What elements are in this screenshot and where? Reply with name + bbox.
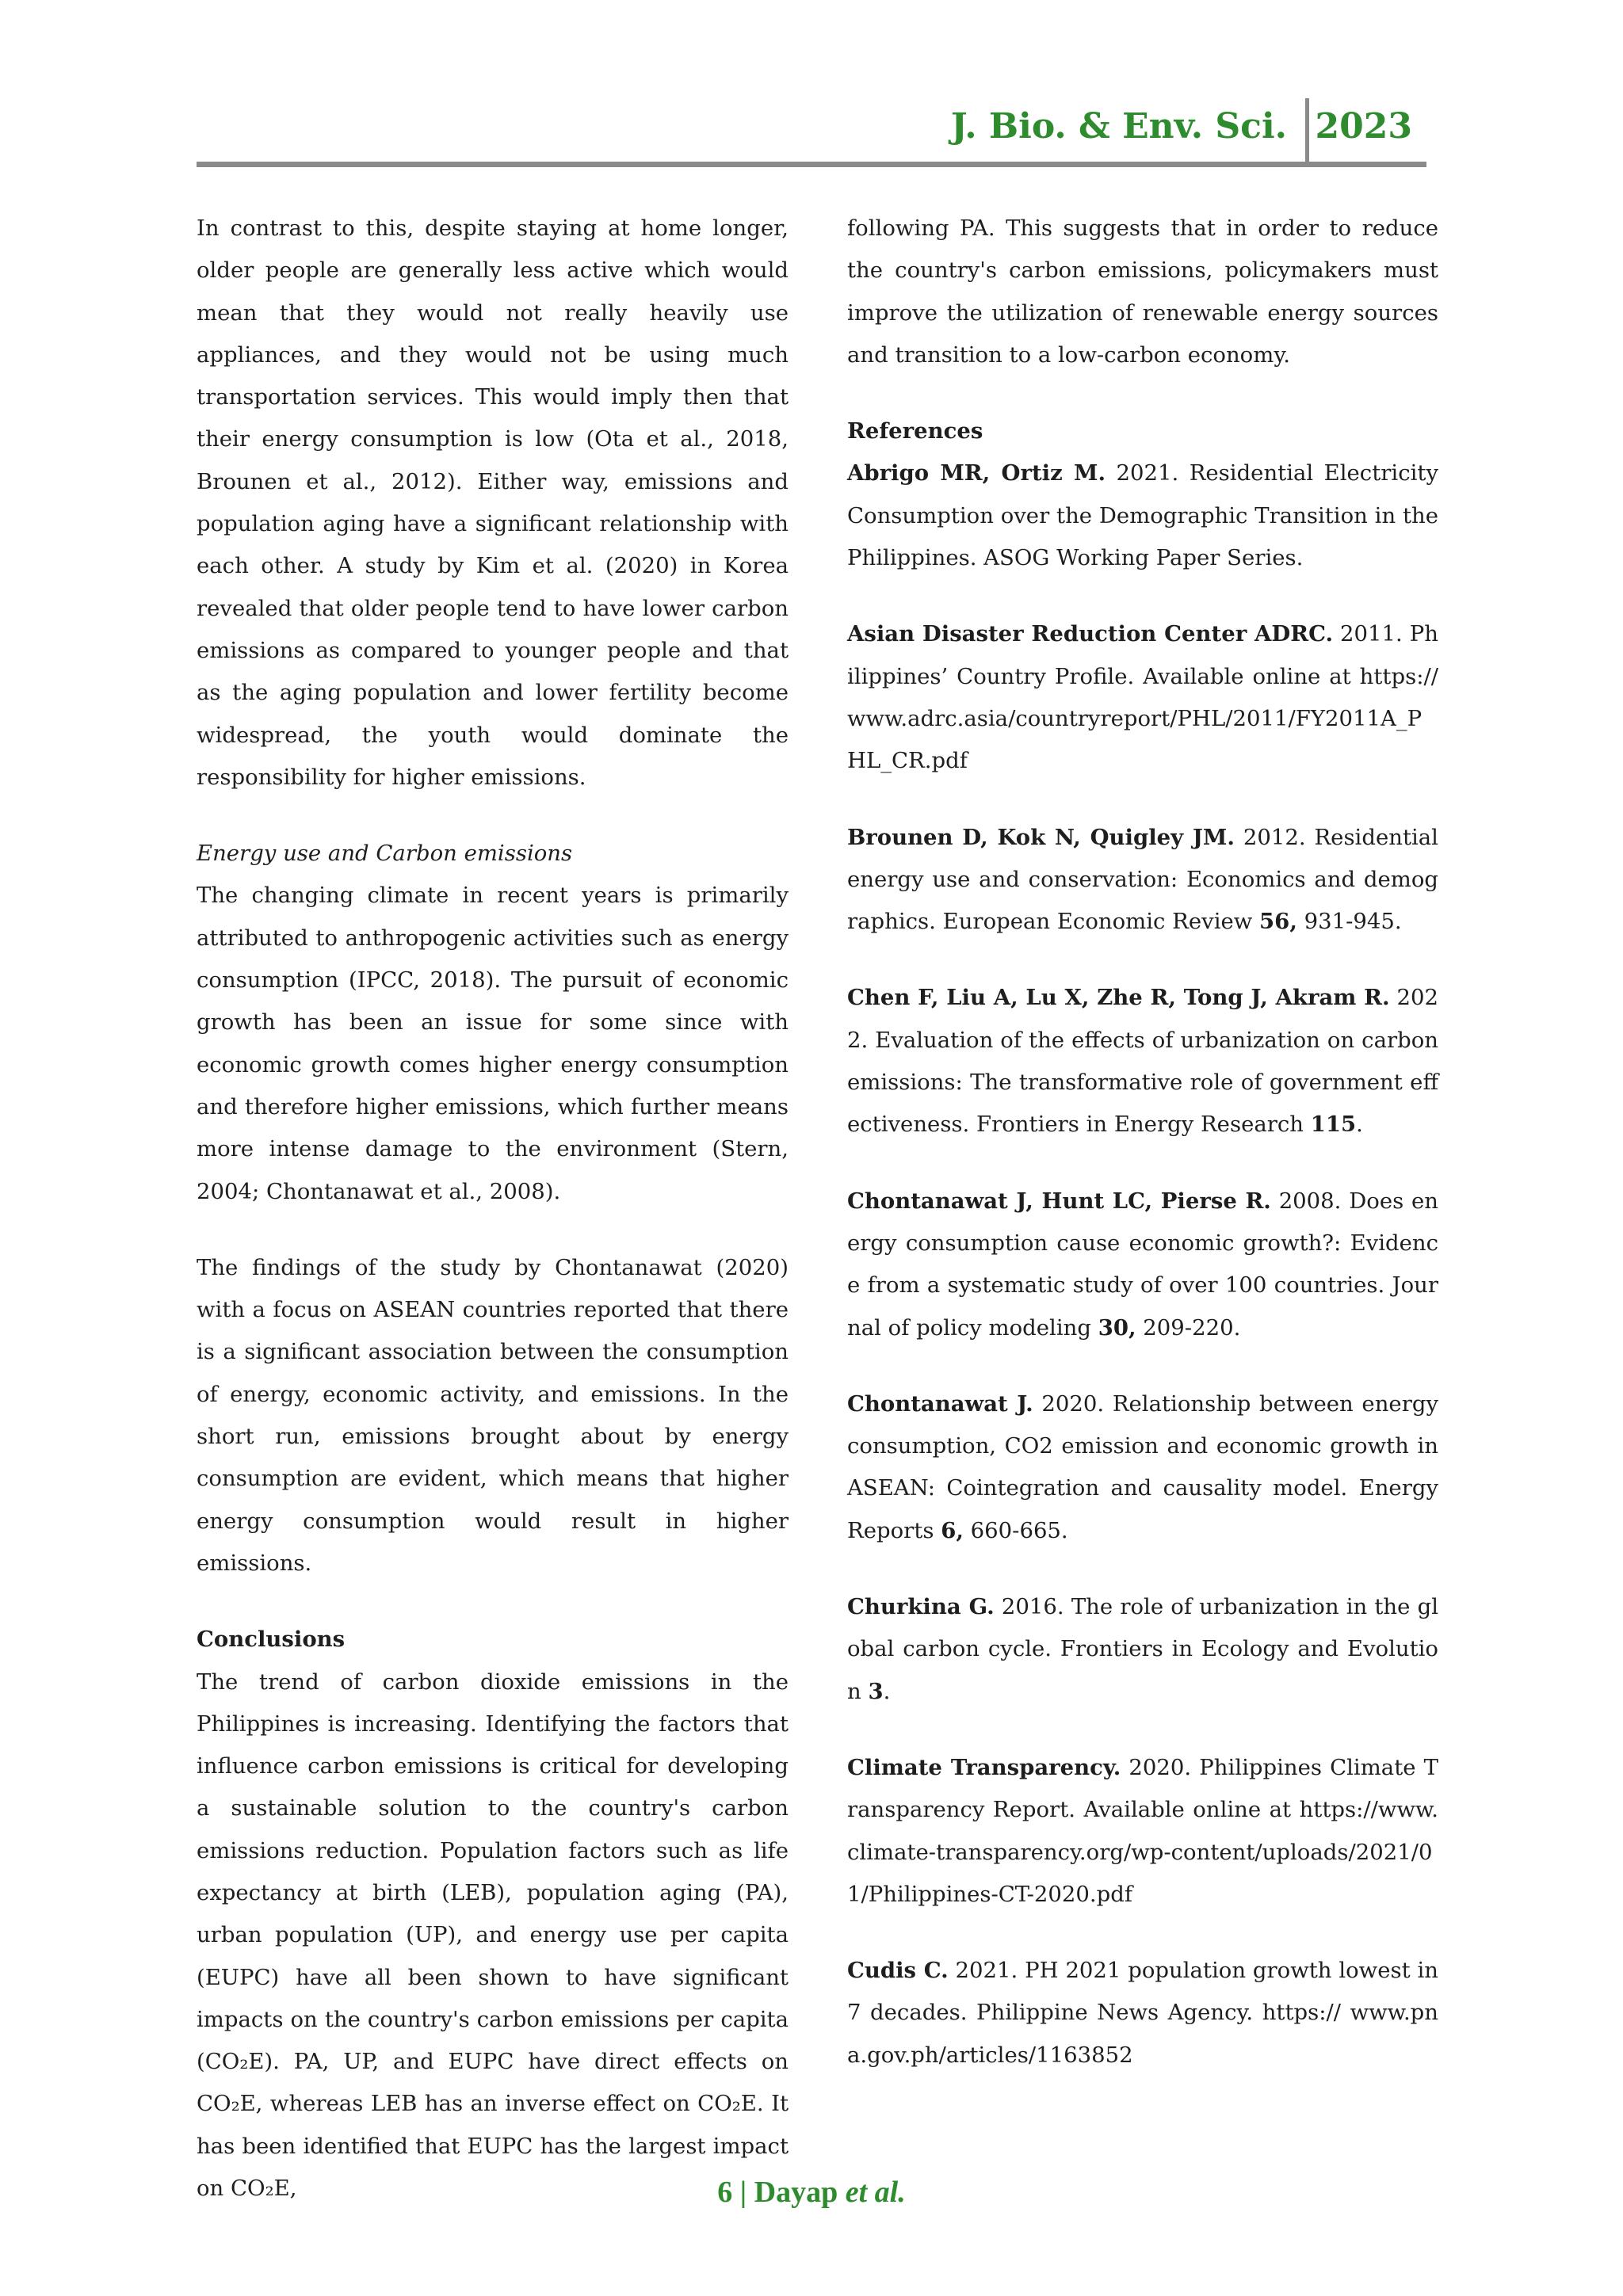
- footer-etal: et al.: [845, 2176, 906, 2209]
- page-header: [197, 95, 1426, 167]
- reference-pages: 209-220.: [1136, 1314, 1241, 1341]
- reference-authors: Chen F, Liu A, Lu X, Zhe R, Tong J, Akram R.: [847, 985, 1390, 1011]
- reference-item: [847, 1180, 1438, 1349]
- section-heading-conclusions: Conclusions: [197, 1627, 346, 1653]
- left-column: [197, 208, 789, 2210]
- reference-item: [847, 817, 1438, 944]
- reference-text: 2020. Relationship between energy consumption, CO2 emission and economic growth in ASEAN: Cointegration and causality model. Energy Reports: [847, 1390, 1438, 1543]
- reference-list: [847, 452, 1438, 2077]
- right-column: [847, 208, 1438, 2077]
- reference-text: 2021. Residential Electricity Consumption over the Demographic Transition in the Philippines. ASOG Working Paper Series.: [847, 460, 1438, 571]
- reference-item: [847, 1383, 1438, 1552]
- paragraph: The findings of the study by Chontanawat (2020) with a focus on ASEAN countries reported that there is a significant association between the consumption of energy, economic activity, and emissions. In the short run, emissions brought about by energy consumption are evident, which means that higher energy consumption would result in higher emissions.: [197, 1254, 789, 1576]
- reference-pages: .: [1356, 1112, 1363, 1138]
- reference-text: 2021. PH 2021 population growth lowest in 7 decades. Philippine News Agency. https:// www.pna.gov.ph/articles/1163852: [847, 1958, 1439, 2068]
- reference-authors: Climate Transparency.: [847, 1754, 1121, 1780]
- reference-text: 2012. Residential energy use and conservation: Economics and demographics. European Economic Review: [847, 824, 1438, 935]
- reference-volume: 115: [1310, 1112, 1357, 1138]
- section-heading-references: References: [847, 418, 983, 444]
- reference-pages: 931-945.: [1296, 909, 1402, 935]
- reference-authors: Churkina G.: [847, 1594, 995, 1620]
- reference-item: [847, 613, 1438, 782]
- reference-pages: 660-665.: [963, 1517, 1068, 1543]
- reference-pages: .: [883, 1678, 891, 1704]
- footer-author: Dayap: [754, 2176, 838, 2209]
- paragraph: In contrast to this, despite staying at home longer, older people are generally less active which would mean that they would not really heavily use appliances, and they would not be using much transportation services. This would imply then that their energy consumption is low (Ota et al., 2018, Brounen et al., 2012). Either way, emissions and population aging have a significant relationship with each other. A study by Kim et al. (2020) in Korea revealed that older people tend to have lower carbon emissions as compared to younger people and that as the aging population and lower fertility become widespread, the youth would dominate the responsibility for higher emissions.: [197, 215, 789, 790]
- reference-item: [847, 1747, 1438, 1916]
- reference-volume: 3: [868, 1678, 884, 1704]
- reference-volume: 30,: [1098, 1314, 1136, 1341]
- paragraph: The trend of carbon dioxide emissions in the Philippines is increasing. Identifying the factors that influence carbon emissions is critical for developing a sustainable solution to the country's carbon emissions reduction. Population factors such as life expectancy at birth (LEB), population aging (PA), urban population (UP), and energy use per capita (EUPC) have all been shown to have significant impacts on the country's carbon emissions per capita (CO₂E). PA, UP, and EUPC have direct effects on CO₂E, whereas LEB has an inverse effect on CO₂E. It has been identified that EUPC has the largest impact on CO₂E,: [197, 1669, 789, 2202]
- reference-authors: Chontanawat J, Hunt LC, Pierse R.: [847, 1188, 1271, 1214]
- page-number: 6: [717, 2176, 733, 2209]
- header-divider: [1305, 98, 1309, 162]
- reference-volume: 6,: [941, 1517, 964, 1543]
- reference-text: 2008. Does energy consumption cause economic growth?: Evidence from a systematic study of over 100 countries. Journal of policy modeling: [847, 1188, 1438, 1341]
- subheading: Energy use and Carbon emissions: [197, 841, 573, 867]
- reference-text: 2022. Evaluation of the effects of urbanization on carbon emissions: The transformative role of government effectiveness. Frontiers in Energy Research: [847, 985, 1438, 1138]
- reference-item: [847, 1950, 1438, 2077]
- journal-title: J. Bio. & Env. Sci.: [950, 106, 1287, 147]
- journal-year: 2023: [1315, 106, 1412, 147]
- reference-text: 2011. Philippines’ Country Profile. Available online at https://www.adrc.asia/countryreport/PHL/2011/FY2011A_PHL_CR.pdf: [847, 621, 1438, 774]
- reference-item: [847, 1586, 1438, 1713]
- reference-authors: Abrigo MR, Ortiz M.: [847, 460, 1106, 486]
- reference-authors: Asian Disaster Reduction Center ADRC.: [847, 621, 1334, 647]
- page-footer: [0, 2175, 1623, 2210]
- reference-authors: Brounen D, Kok N, Quigley JM.: [847, 824, 1235, 850]
- reference-authors: Chontanawat J.: [847, 1390, 1033, 1417]
- footer-separator: |: [739, 2176, 747, 2209]
- paragraph: following PA. This suggests that in order to reduce the country's carbon emissions, policymakers must improve the utilization of renewable energy sources and transition to a low-carbon economy.: [847, 215, 1438, 368]
- paragraph: The changing climate in recent years is primarily attributed to anthropogenic activities such as energy consumption (IPCC, 2018). The pursuit of economic growth has been an issue for some since with economic growth comes higher energy consumption and therefore higher emissions, which further means more intense damage to the environment (Stern, 2004; Chontanawat et al., 2008).: [197, 883, 789, 1204]
- reference-text: 2016. The role of urbanization in the global carbon cycle. Frontiers in Ecology and Evolution: [847, 1594, 1438, 1704]
- reference-item: [847, 452, 1438, 579]
- reference-volume: 56,: [1259, 909, 1297, 935]
- reference-text: 2020. Philippines Climate Transparency Report. Available online at https://www.climate-transparency.org/wp-content/uploads/2021/01/Philippines-CT-2020.pdf: [847, 1754, 1438, 1907]
- reference-authors: Cudis C.: [847, 1958, 949, 1984]
- reference-item: [847, 977, 1438, 1146]
